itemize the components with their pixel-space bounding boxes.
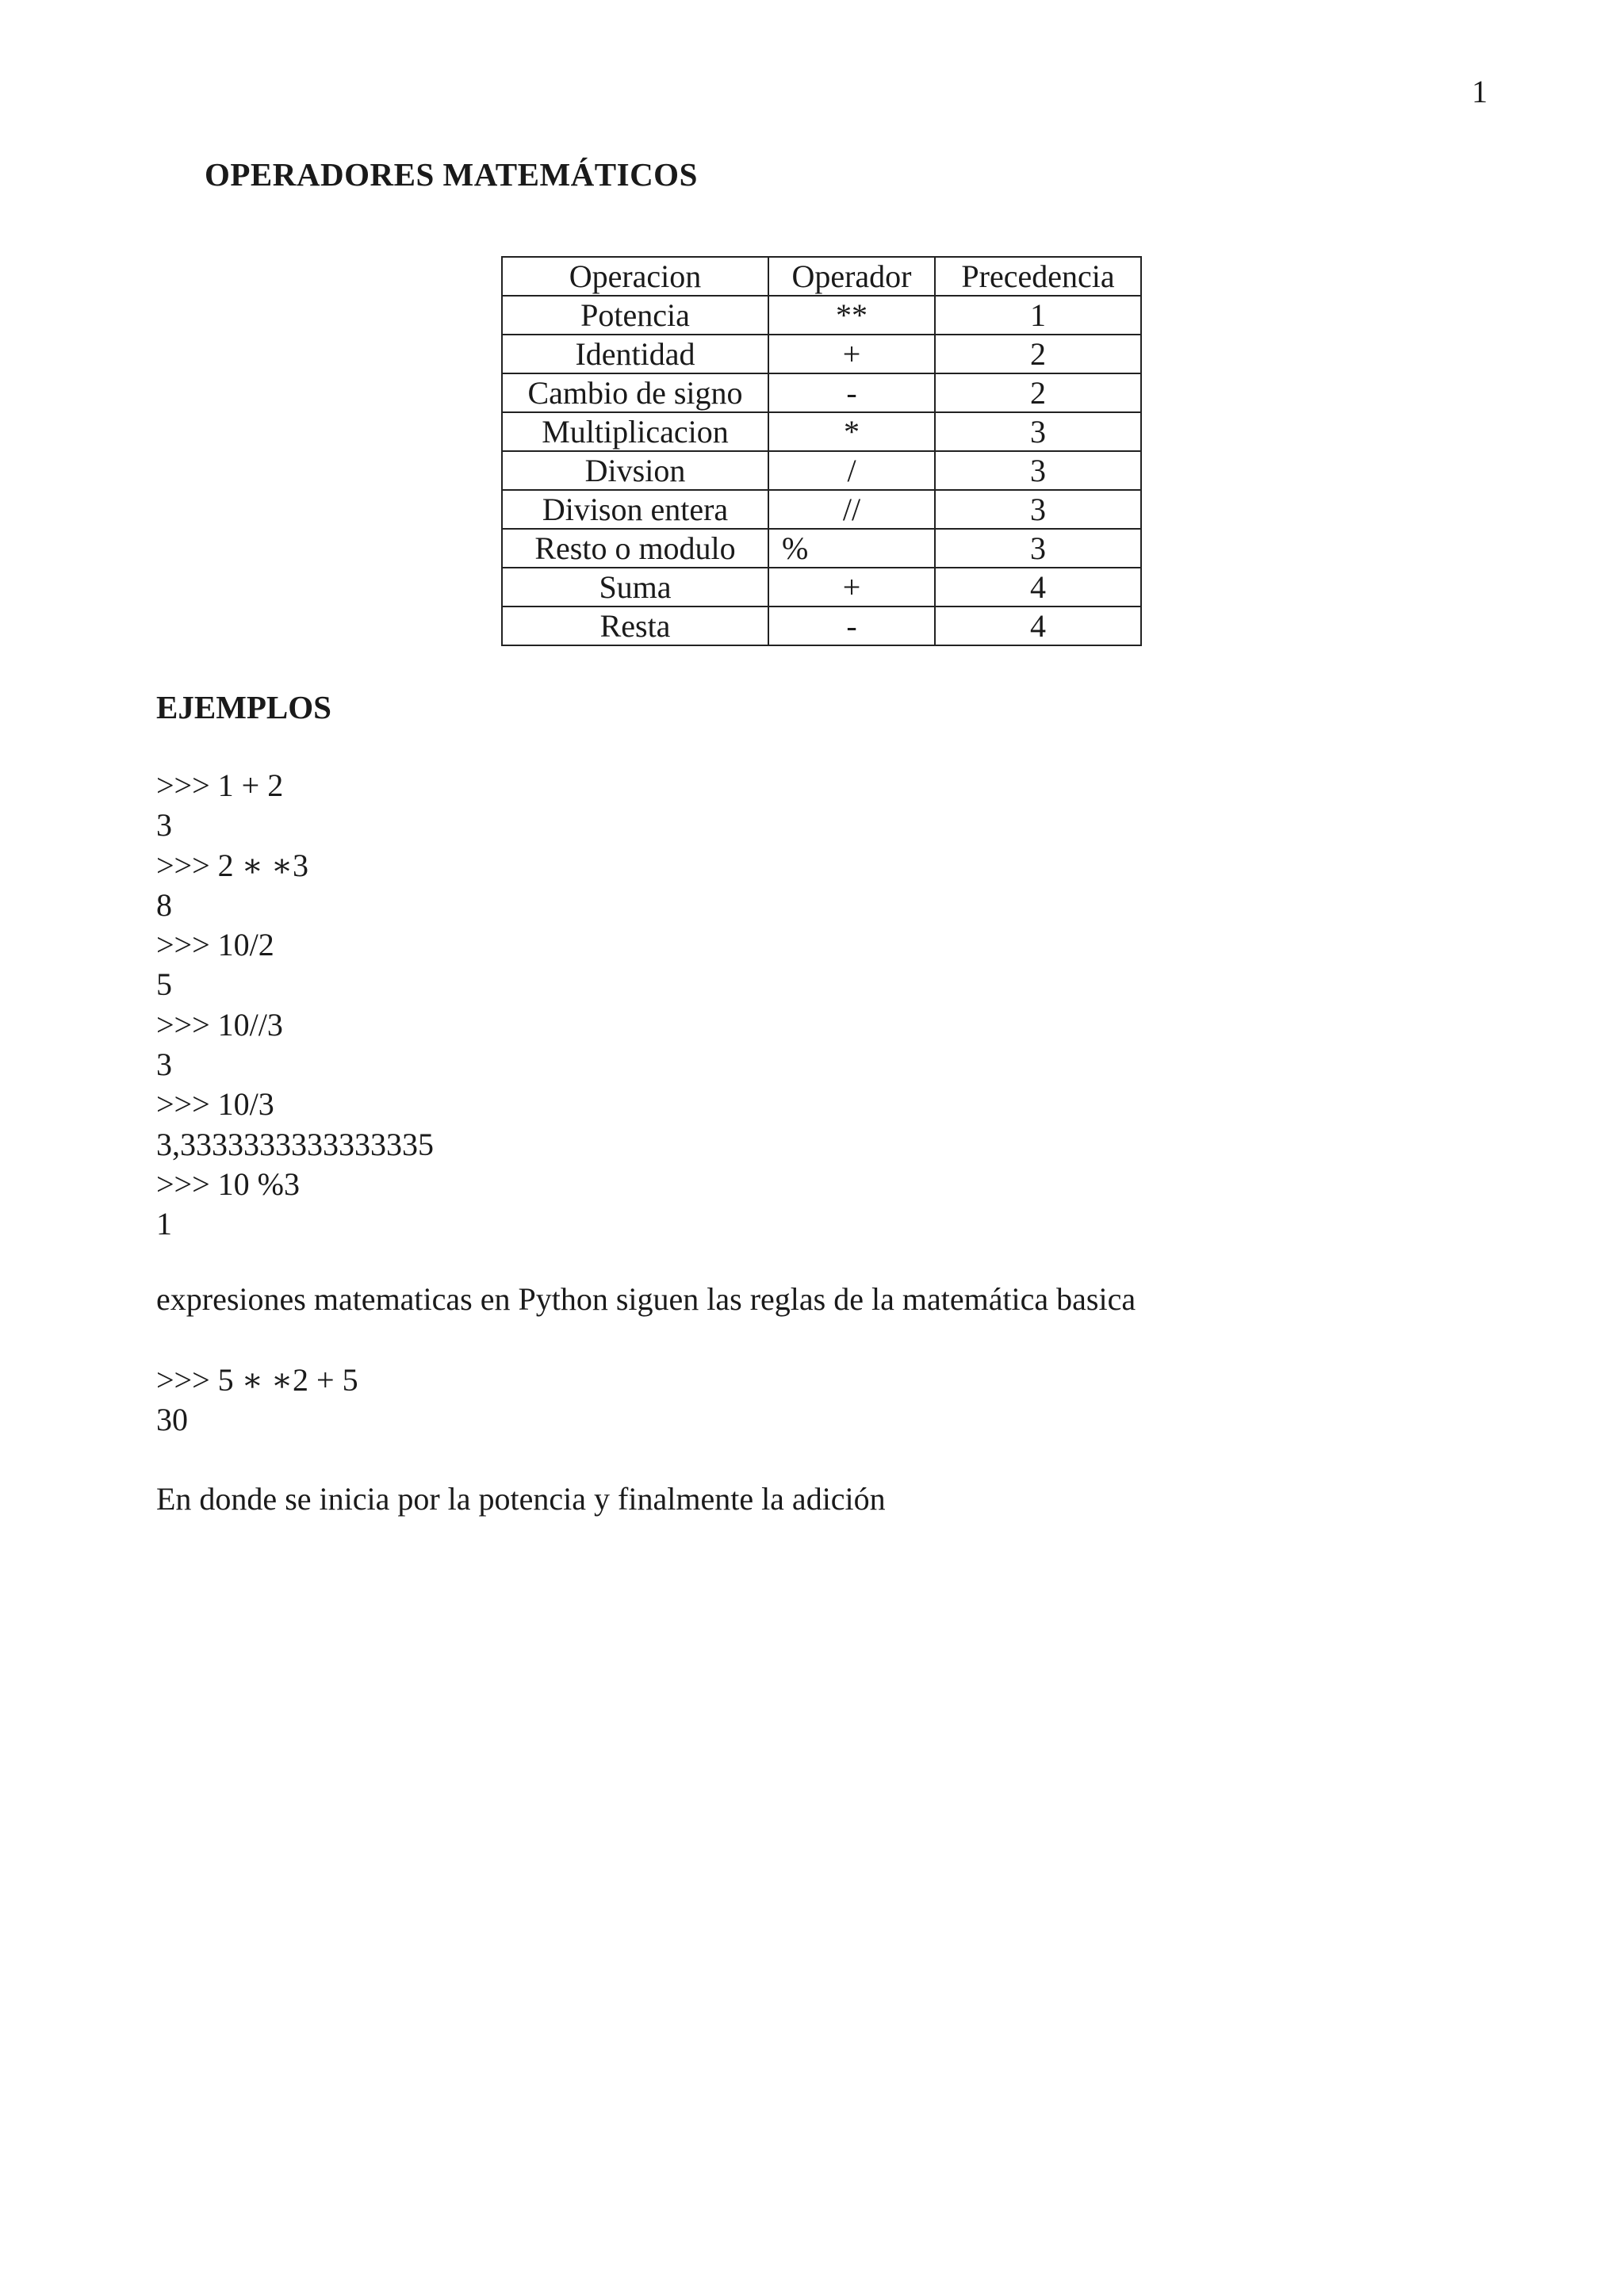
section-title: OPERADORES MATEMÁTICOS <box>205 156 698 193</box>
example-line: >>> 5 ∗ ∗2 + 5 <box>156 1362 358 1398</box>
example-line: >>> 10//3 <box>156 1006 283 1043</box>
table-header-cell: Operacion <box>502 257 768 296</box>
operator-cell: / <box>768 451 935 490</box>
operation-cell: Resto o modulo <box>502 529 768 568</box>
precedence-cell: 3 <box>935 451 1141 490</box>
table-row <box>502 335 1141 373</box>
examples-title: EJEMPLOS <box>156 689 331 725</box>
operator-cell: - <box>768 373 935 412</box>
table-row <box>502 296 1141 335</box>
operator-cell: * <box>768 412 935 451</box>
precedence-cell: 3 <box>935 412 1141 451</box>
example2-block <box>156 1360 358 1441</box>
table-row <box>502 568 1141 607</box>
example-line: >>> 10/3 <box>156 1086 274 1123</box>
precedence-cell: 1 <box>935 296 1141 335</box>
operator-cell: + <box>768 568 935 607</box>
table-row <box>502 607 1141 645</box>
table-header-cell: Operador <box>768 257 935 296</box>
example-line: 3,3333333333333335 <box>156 1126 434 1162</box>
operation-cell: Multiplicacion <box>502 412 768 451</box>
example-line: 3 <box>156 1047 172 1083</box>
table-row <box>502 412 1141 451</box>
example-line: >>> 10/2 <box>156 927 274 963</box>
example-line: >>> 2 ∗ ∗3 <box>156 847 309 883</box>
operator-cell: % <box>768 529 935 568</box>
example-line: >>> 1 + 2 <box>156 767 284 803</box>
operation-cell: Potencia <box>502 296 768 335</box>
operator-cell: ** <box>768 296 935 335</box>
operators-table <box>501 256 1142 646</box>
operation-cell: Identidad <box>502 335 768 373</box>
example-line: 1 <box>156 1206 172 1242</box>
operation-cell: Cambio de signo <box>502 373 768 412</box>
operation-cell: Suma <box>502 568 768 607</box>
table-row <box>502 529 1141 568</box>
operation-cell: Resta <box>502 607 768 645</box>
operator-cell: // <box>768 490 935 529</box>
operation-cell: Divison entera <box>502 490 768 529</box>
example-line: >>> 10 %3 <box>156 1165 300 1202</box>
example-line: 30 <box>156 1402 188 1438</box>
precedence-cell: 3 <box>935 490 1141 529</box>
example-line: 8 <box>156 886 172 923</box>
examples-block <box>156 766 434 1245</box>
example-line: 3 <box>156 807 172 844</box>
example-line: 5 <box>156 966 172 1003</box>
operator-cell: + <box>768 335 935 373</box>
precedence-cell: 2 <box>935 373 1141 412</box>
operation-cell: Divsion <box>502 451 768 490</box>
rule-paragraph: expresiones matematicas en Python siguen las reglas de la matemática basica <box>156 1281 1136 1317</box>
table-row <box>502 490 1141 529</box>
table-header-row <box>502 257 1141 296</box>
table-row <box>502 451 1141 490</box>
conclusion-paragraph: En donde se inicia por la potencia y finalmente la adición <box>156 1481 886 1517</box>
precedence-cell: 3 <box>935 529 1141 568</box>
table-header-cell: Precedencia <box>935 257 1141 296</box>
operator-cell: - <box>768 607 935 645</box>
precedence-cell: 4 <box>935 568 1141 607</box>
precedence-cell: 2 <box>935 335 1141 373</box>
page-number: 1 <box>1472 74 1488 109</box>
precedence-cell: 4 <box>935 607 1141 645</box>
table-row <box>502 373 1141 412</box>
